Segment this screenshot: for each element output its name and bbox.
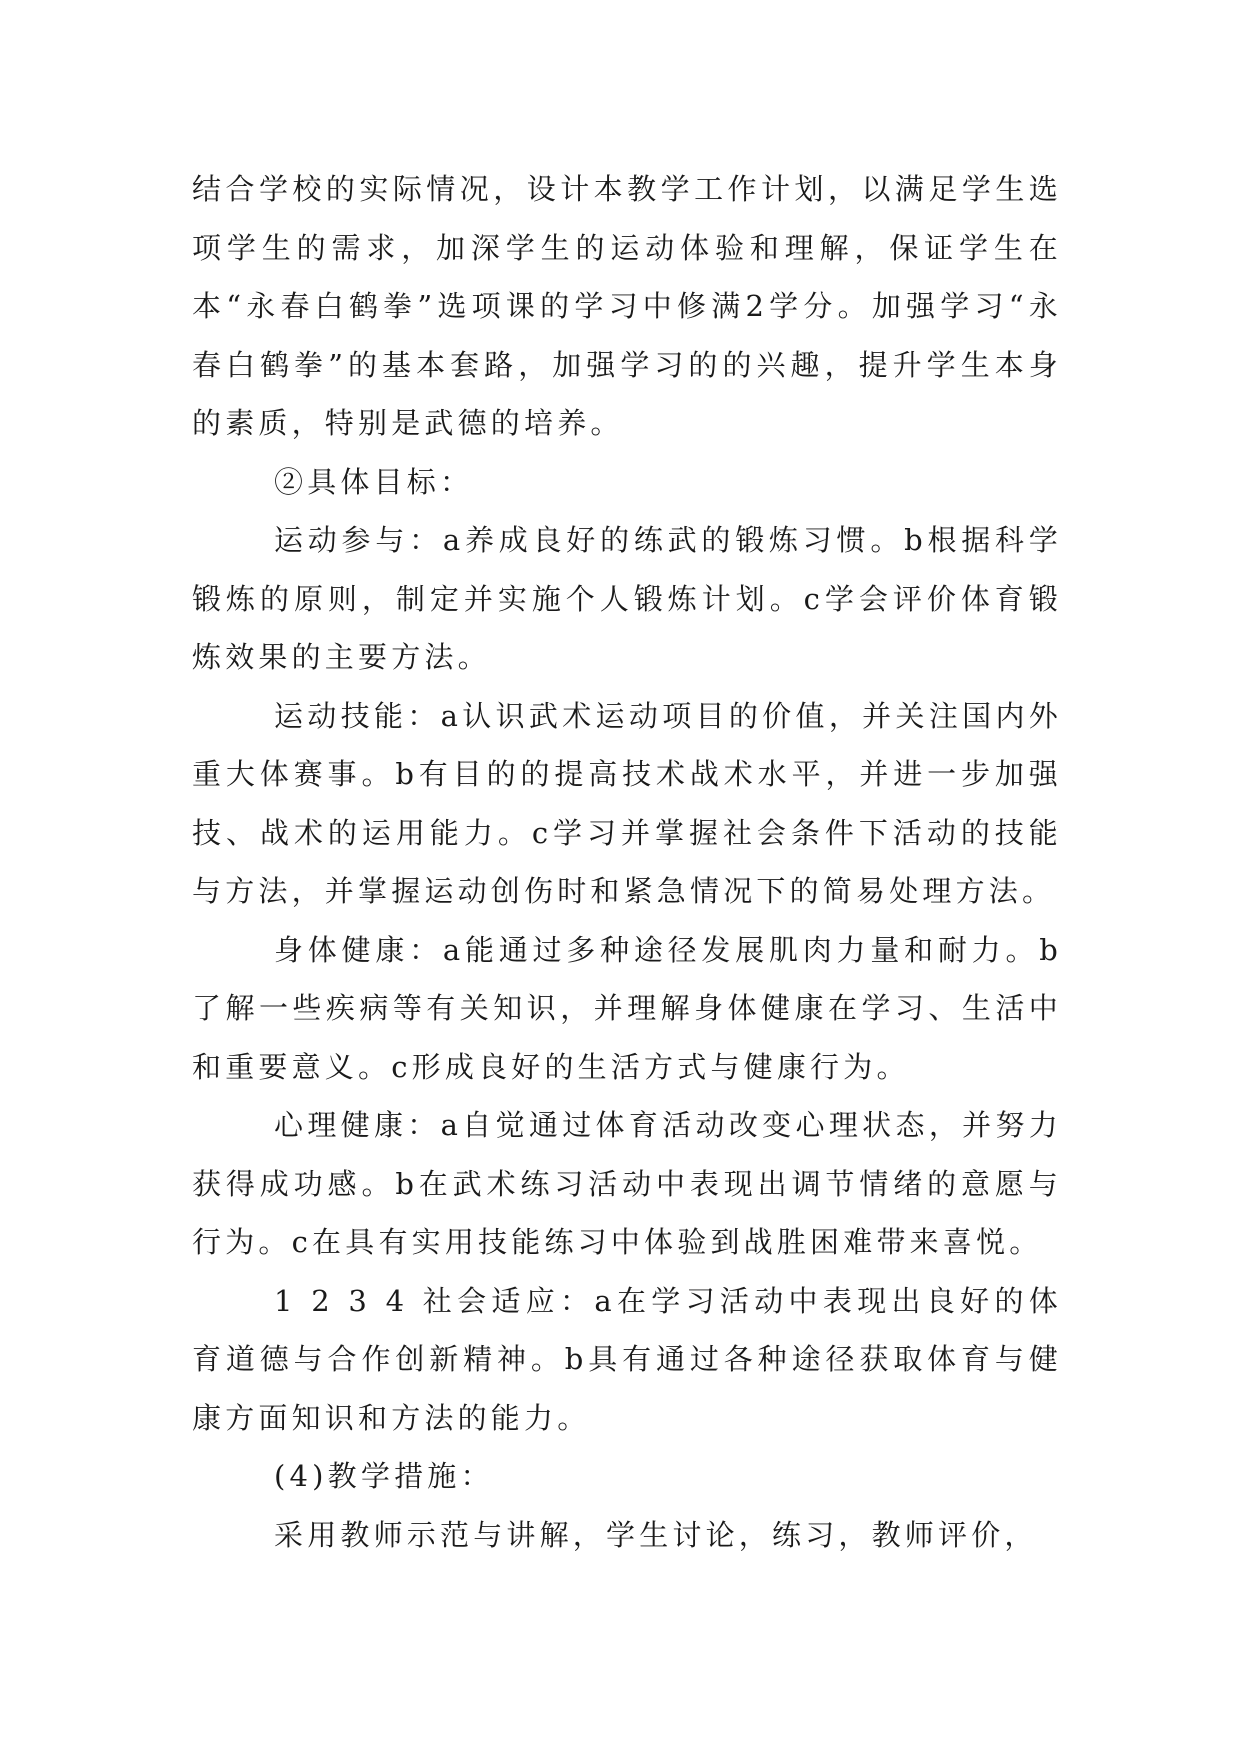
document-body [192, 160, 1062, 1564]
paragraph-goals-continued: 结合学校的实际情况，设计本教学工作计划，以满足学生选项学生的需求，加深学生的运动体验和理解，保证学生在本“永春白鹤拳”选项课的学习中修满2学分。加强学习“永春白鹤拳”的基本套路，加强学习的的兴趣，提升学生本身的素质，特别是武德的培养。 [192, 172, 1062, 440]
paragraph-physical-health: 身体健康：a能通过多种途径发展肌肉力量和耐力。b了解一些疾病等有关知识，并理解身体健康在学习、生活中和重要意义。c形成良好的生活方式与健康行为。 [192, 932, 1062, 1084]
paragraph-sports-participation: 运动参与：a养成良好的练武的锻炼习惯。b根据科学锻炼的原则，制定并实施个人锻炼计划。c学会评价体育锻炼效果的主要方法。 [192, 523, 1062, 674]
heading-specific-goals: ②具体目标： [274, 464, 474, 499]
paragraph-sports-skills: 运动技能：a认识武术运动项目的价值，并关注国内外重大体赛事。b有目的的提高技术战术水平，并进一步加强技、战术的运用能力。c学习并掌握社会条件下活动的技能与方法，并掌握运动创伤时和紧急情况下的简易处理方法。 [192, 698, 1062, 908]
paragraph-social-adaptation: 1 2 3 4 社会适应：a在学习活动中表现出良好的体育道德与合作创新精神。b具有通过各种途径获取体育与健康方面知识和方法的能力。 [192, 1283, 1062, 1435]
paragraph-mental-health: 心理健康：a自觉通过体育活动改变心理状态，并努力获得成功感。b在武术练习活动中表现出调节情绪的意愿与行为。c在具有实用技能练习中体验到战胜困难带来喜悦。 [192, 1108, 1062, 1259]
paragraph-teaching-measures: 采用教师示范与讲解，学生讨论，练习，教师评价， [274, 1517, 1038, 1552]
heading-teaching-measures: (4)教学措施： [274, 1459, 494, 1493]
